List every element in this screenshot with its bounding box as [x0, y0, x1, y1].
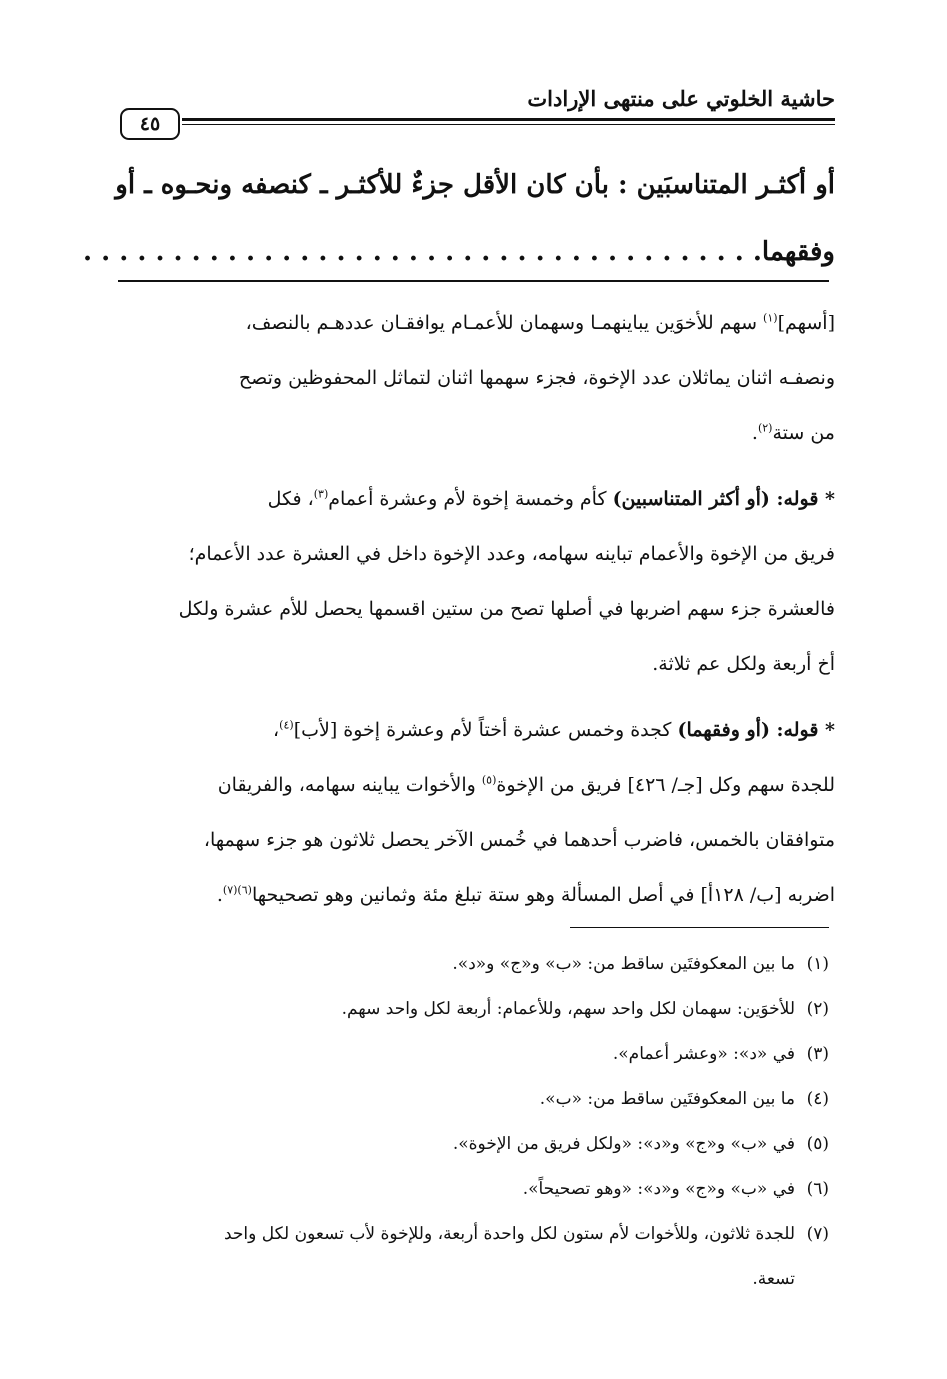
footnote-item	[112, 1212, 829, 1302]
footnote-item	[112, 942, 829, 987]
text-segment: اضربه [ب/ ١٢٨أ] في أصل المسألة وهو ستة تبلغ مئة وثمانين وهو تصحيحها	[251, 884, 835, 906]
qawl-heading: قوله: (أو وفقهما)	[677, 719, 819, 741]
text-segment: ،	[273, 719, 280, 741]
text-segment: للجدة سهم وكل [جـ/ ٤٢٦] فريق من الإخوة	[496, 774, 835, 796]
footnote-line: في «ب» و«ج» و«د»: «وهو تصحيحاً».	[522, 1179, 795, 1199]
footnote-text	[112, 942, 795, 987]
matn-text	[83, 152, 835, 286]
matn-line: وفقهما. . . . . . . . . . . . . . . . . . . . . . . . . . . . . . . . . . . . . .	[83, 237, 835, 267]
header-rule-thick	[182, 118, 835, 121]
footnote-number: (٤)	[806, 1089, 829, 1109]
text-segment: كجدة وخمس عشرة أختاً لأم وعشرة إخوة [لأب]	[293, 719, 678, 741]
header-rule-thin	[182, 124, 835, 125]
text-line: أخ أربعة ولكل عم ثلاثة.	[652, 653, 835, 675]
text-segment: والأخوات يباينه سهامه، والفريقان	[217, 774, 482, 796]
footnote-separator	[570, 927, 829, 928]
footnote-ref[interactable]: (٣)	[313, 487, 329, 501]
text-segment: من ستة	[772, 422, 835, 444]
commentary-paragraph	[115, 703, 835, 923]
footnote-line: ما بين المعكوفتَين ساقط من: «ب».	[539, 1089, 795, 1109]
footnote-number: (٢)	[806, 999, 829, 1019]
text-segment: .	[751, 422, 758, 444]
footnote-ref[interactable]: (٦)(٧)	[222, 883, 252, 897]
footnotes	[112, 942, 829, 1302]
text-line	[115, 758, 835, 813]
footnote-text	[112, 1167, 795, 1212]
footnote-line: ما بين المعكوفتَين ساقط من: «ب» و«ج» و«د».	[452, 954, 795, 974]
footnote-item	[112, 1077, 829, 1122]
footnote-number: (٦)	[806, 1179, 829, 1199]
text-segment: .	[216, 884, 223, 906]
footnote-number: (٥)	[806, 1134, 829, 1154]
text-segment: [أسهم]	[777, 312, 835, 334]
text-line: فالعشرة جزء سهم اضربها في أصلها تصح من ستين اقسمها يحصل للأم عشرة ولكل	[178, 598, 835, 620]
footnote-line: تسعة.	[752, 1269, 795, 1289]
footnote-ref[interactable]: (١)	[763, 311, 778, 325]
footnote-number: (٣)	[806, 1044, 829, 1064]
text-line	[115, 868, 835, 923]
footnote-number: (٧)	[806, 1224, 829, 1244]
text-line	[115, 296, 835, 351]
text-line: متوافقان بالخمس، فاضرب أحدهما في خُمس الآخر يحصل ثلاثون هو جزء سهمها،	[203, 829, 835, 851]
text-line	[115, 406, 835, 461]
footnote-item	[112, 987, 829, 1032]
text-segment: ، فكل	[267, 488, 314, 510]
text-line: فريق من الإخوة والأعمام تباينه سهامه، وعدد الإخوة داخل في العشرة عدد الأعمام؛	[188, 543, 835, 565]
footnote-ref[interactable]: (٥)	[481, 773, 497, 787]
footnote-number: (١)	[806, 954, 829, 974]
commentary	[115, 296, 835, 934]
footnote-ref[interactable]: (٤)	[279, 718, 294, 732]
commentary-paragraph	[115, 296, 835, 461]
footnote-item	[112, 1167, 829, 1212]
running-title: حاشية الخلوتي على منتهى الإرادات	[527, 86, 835, 111]
footnote-line: في «د»: «وعشر أعمام».	[612, 1044, 795, 1064]
matn-separator	[118, 280, 829, 282]
footnote-item	[112, 1122, 829, 1167]
footnote-ref[interactable]: (٢)	[757, 421, 773, 435]
text-line	[115, 472, 835, 527]
star-marker: *	[818, 488, 835, 510]
page-number: ٤٥	[120, 108, 180, 140]
text-line	[115, 703, 835, 758]
footnote-text	[112, 1212, 795, 1302]
qawl-heading: قوله: (أو أكثر المتناسبين)	[612, 488, 819, 510]
text-segment: سهم للأخوَين يباينهمـا وسهمان للأعمـام يوافقـان عددهـم بالنصف،	[245, 312, 764, 334]
footnote-text	[112, 1032, 795, 1077]
text-line: ونصفـه اثنان يماثلان عدد الإخوة، فجزء سهمها اثنان لتماثل المحفوظين وتصح	[238, 367, 835, 389]
footnote-item	[112, 1032, 829, 1077]
text-segment: كأم وخمسة إخوة لأم وعشرة أعمام	[328, 488, 613, 510]
matn-line: أو أكثـر المتناسبَين : بأن كان الأقل جزءٌ للأكثـر ـ كنصفه ونحـوه ـ أو	[115, 170, 835, 200]
footnote-text	[112, 1077, 795, 1122]
footnote-line: للأخوَين: سهمان لكل واحد سهم، وللأعمام: أربعة لكل واحد سهم.	[341, 999, 795, 1019]
footnote-line: في «ب» و«ج» و«د»: «ولكل فريق من الإخوة».	[452, 1134, 795, 1154]
star-marker: *	[818, 719, 835, 741]
footnote-text	[112, 987, 795, 1032]
footnote-text	[112, 1122, 795, 1167]
footnote-line: للجدة ثلاثون، وللأخوات لأم ستون لكل واحدة أربعة، وللإخوة لأب تسعون لكل واحد	[223, 1224, 795, 1244]
commentary-paragraph	[115, 472, 835, 692]
